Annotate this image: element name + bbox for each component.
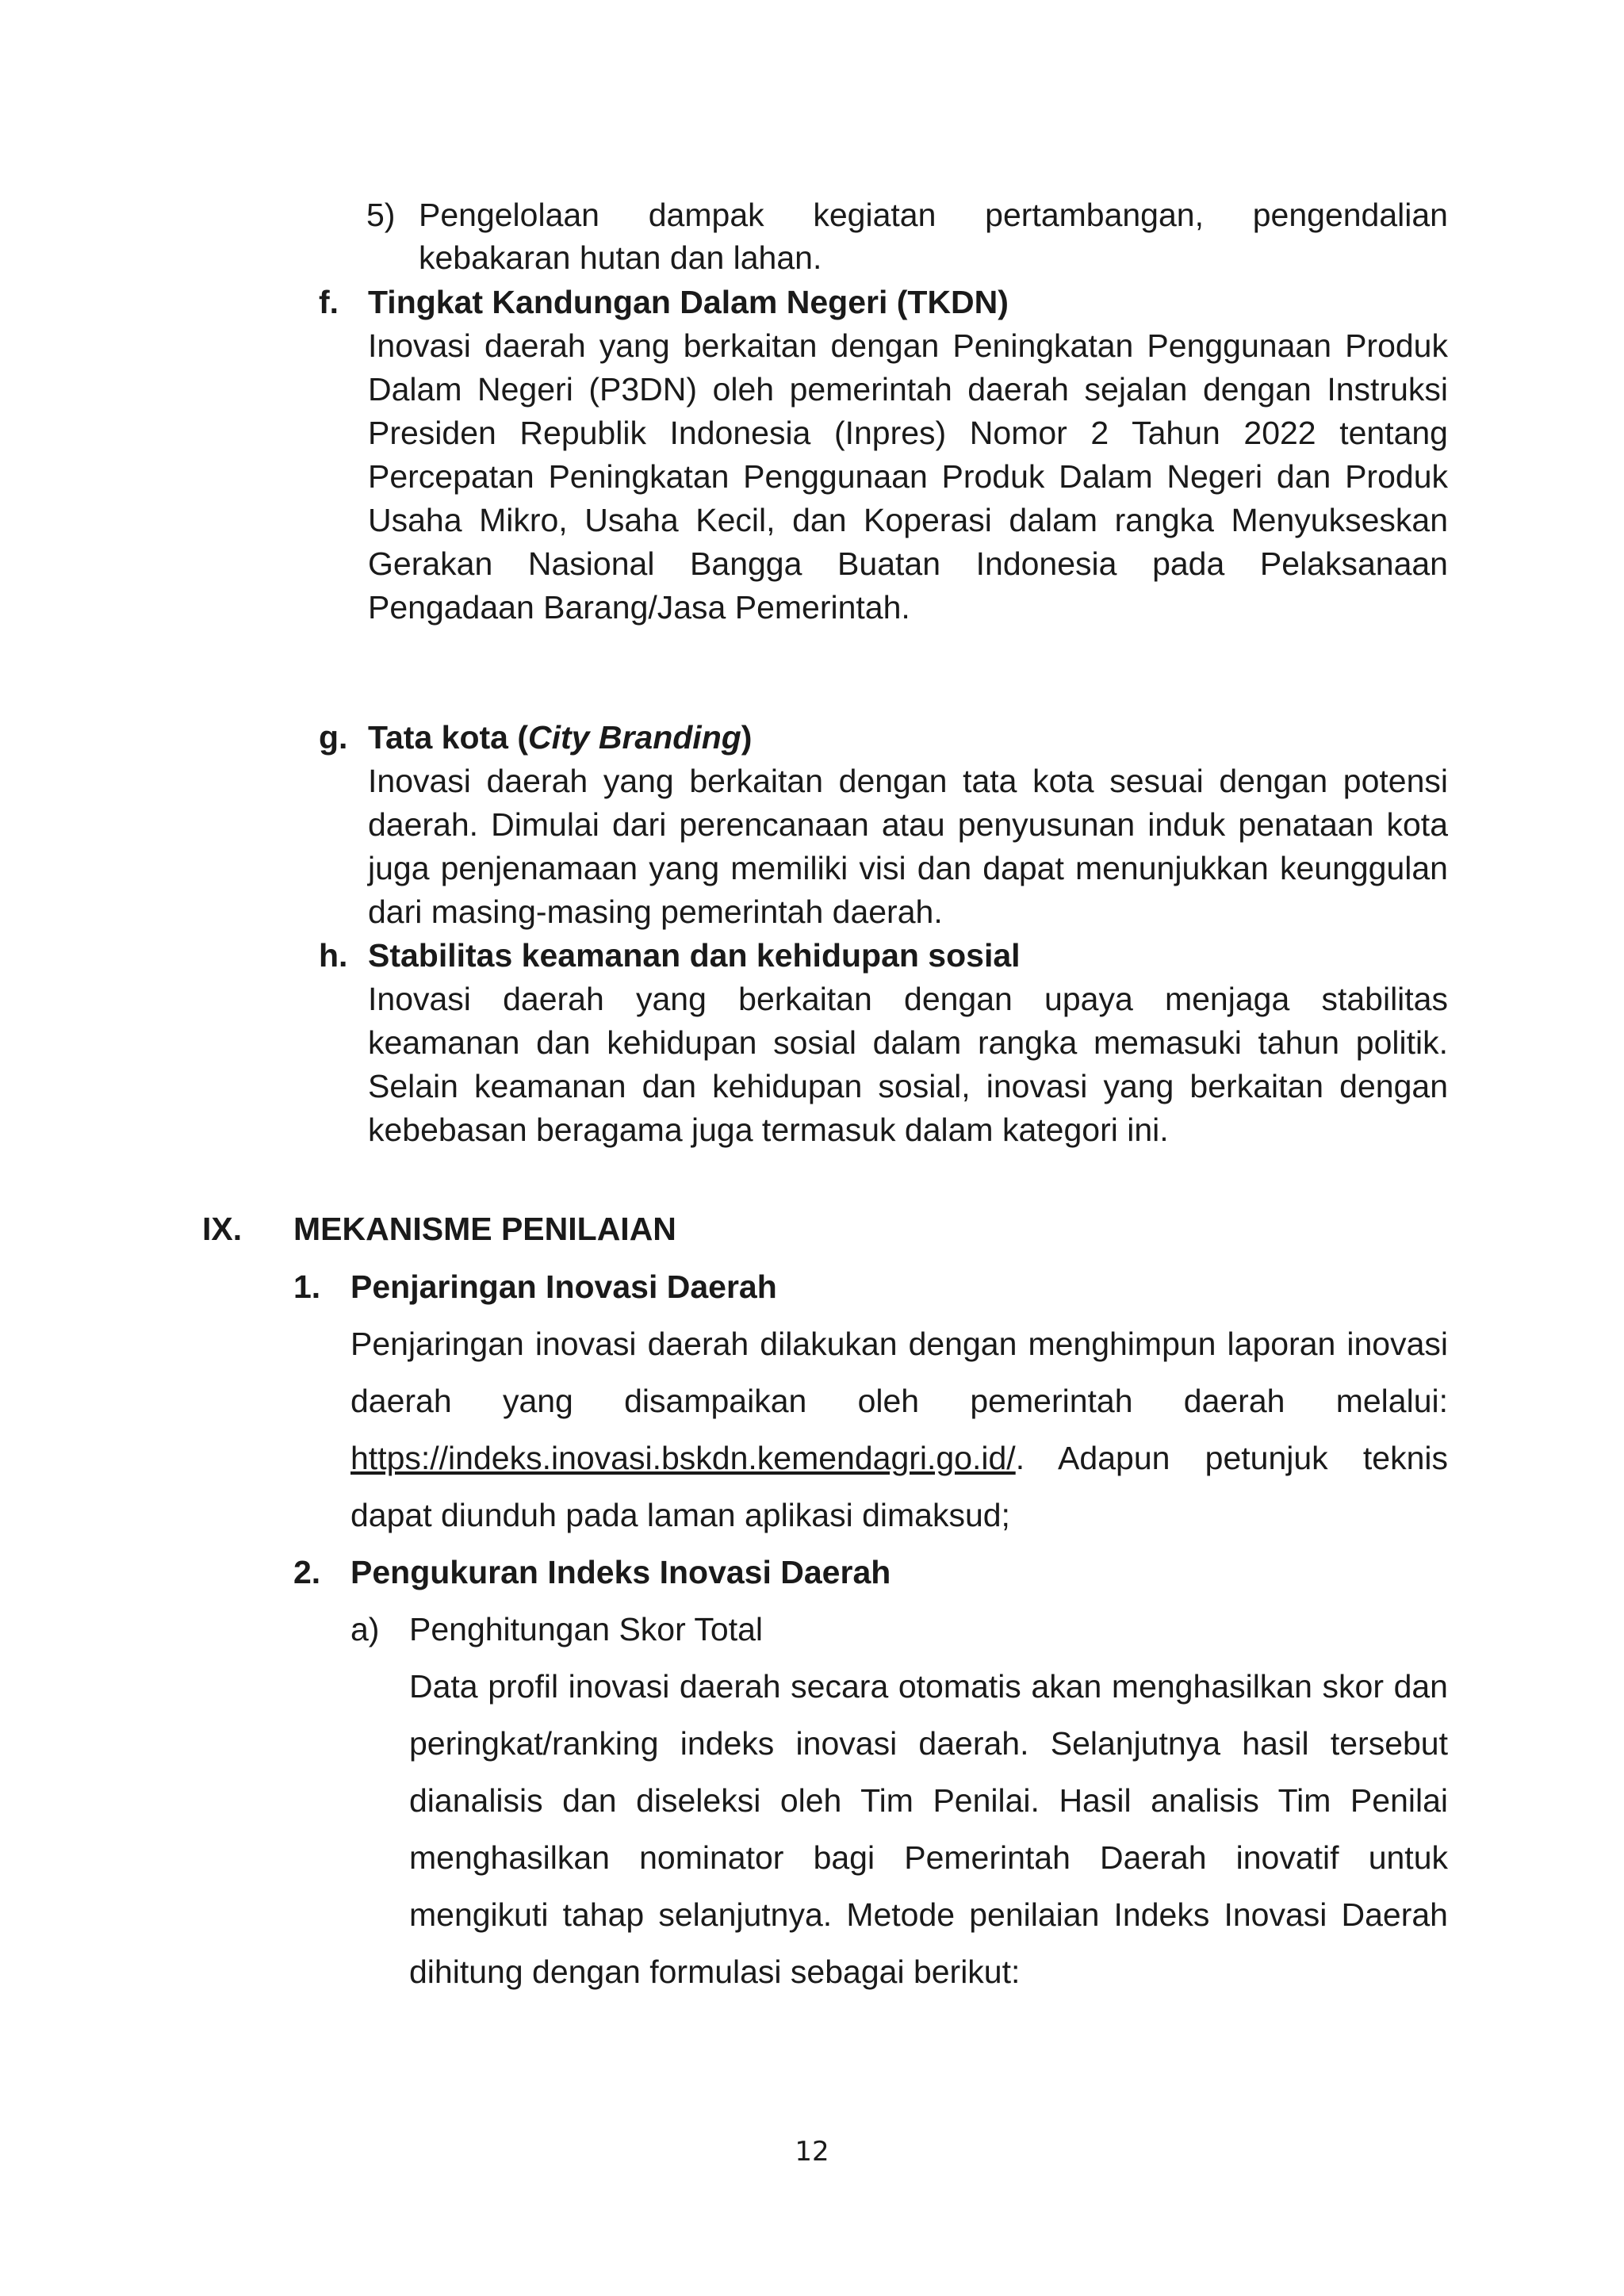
section-heading: Tata kota (City Branding) [368,719,753,756]
paragraph-line: Inovasi daerah yang berkaitan dengan tata kota sesuai dengan potensi [368,763,1448,799]
paragraph-line: mengikuti tahap selanjutnya. Metode penilaian Indeks Inovasi Daerah [409,1896,1448,1933]
paragraph-line: Gerakan Nasional Bangga Buatan Indonesia pada Pelaksanaan [368,545,1448,582]
paragraph-line: daerah yang disampaikan oleh pemerintah daerah melalui: [350,1383,1448,1419]
paragraph-line: dianalisis dan diseleksi oleh Tim Penilai. Hasil analisis Tim Penilai [409,1782,1448,1819]
section-numeral: IX. [202,1211,243,1247]
subsection-number: 2. [293,1554,321,1590]
page-number: 12 [795,2136,829,2168]
section-letter: h. [319,937,348,974]
paragraph-line: kebebasan beragama juga termasuk dalam kategori ini. [368,1112,1169,1148]
paragraph-line: Presiden Republik Indonesia (Inpres) Nomor 2 Tahun 2022 tentang [368,415,1448,451]
url-link[interactable]: https://indeks.inovasi.bskdn.kemendagri.go.id/ [350,1440,1016,1476]
paragraph-line: Usaha Mikro, Usaha Kecil, dan Koperasi dalam rangka Menyukseskan [368,502,1448,538]
section-heading: Stabilitas keamanan dan kehidupan sosial [368,937,1021,974]
section-heading-italic: City Branding [528,719,741,756]
item-text: Pengelolaan dampak kegiatan pertambangan, pengendalian [419,197,1448,233]
paragraph-line: Penjaringan inovasi daerah dilakukan dengan menghimpun laporan inovasi [350,1326,1448,1362]
paragraph-line: juga penjenamaan yang memiliki visi dan dapat menunjukkan keunggulan [368,850,1448,886]
paragraph-line: Pengadaan Barang/Jasa Pemerintah. [368,589,910,626]
subsection-heading: Pengukuran Indeks Inovasi Daerah [350,1554,891,1590]
paragraph-line: Percepatan Peningkatan Penggunaan Produk Dalam Negeri dan Produk [368,458,1448,495]
paragraph-line: peringkat/ranking indeks inovasi daerah. Selanjutnya hasil tersebut [409,1725,1448,1762]
paragraph-line: Data profil inovasi daerah secara otomatis akan menghasilkan skor dan [409,1668,1448,1705]
paragraph-line: menghasilkan nominator bagi Pemerintah Daerah inovatif untuk [409,1839,1448,1876]
section-heading: Tingkat Kandungan Dalam Negeri (TKDN) [368,284,1009,320]
section-letter: f. [319,284,339,320]
section-letter: g. [319,719,348,756]
paragraph-line: Inovasi daerah yang berkaitan dengan Peningkatan Penggunaan Produk [368,327,1448,364]
item-heading: Penghitungan Skor Total [409,1611,764,1647]
item-text: kebakaran hutan dan lahan. [419,239,822,276]
item-letter: a) [350,1611,380,1647]
paragraph-line: keamanan dan kehidupan sosial dalam rangka memasuki tahun politik. [368,1024,1448,1061]
paragraph-line: Dalam Negeri (P3DN) oleh pemerintah daerah sejalan dengan Instruksi [368,371,1448,408]
subsection-number: 1. [293,1269,321,1305]
paragraph-line: daerah. Dimulai dari perencanaan atau penyusunan induk penataan kota [368,806,1448,843]
paragraph-line: Selain keamanan dan kehidupan sosial, inovasi yang berkaitan dengan [368,1068,1448,1104]
paragraph-line: dapat diunduh pada laman aplikasi dimaksud; [350,1497,1010,1533]
paragraph-line: dihitung dengan formulasi sebagai berikut: [409,1954,1021,1990]
item-number: 5) [366,197,396,233]
paragraph-line: https://indeks.inovasi.bskdn.kemendagri.go.id/. Adapun petunjuk teknis [350,1440,1448,1476]
section-heading: MEKANISME PENILAIAN [293,1211,676,1247]
paragraph-line: Inovasi daerah yang berkaitan dengan upaya menjaga stabilitas [368,981,1448,1017]
paragraph-line: dari masing-masing pemerintah daerah. [368,894,943,930]
subsection-heading: Penjaringan Inovasi Daerah [350,1269,777,1305]
